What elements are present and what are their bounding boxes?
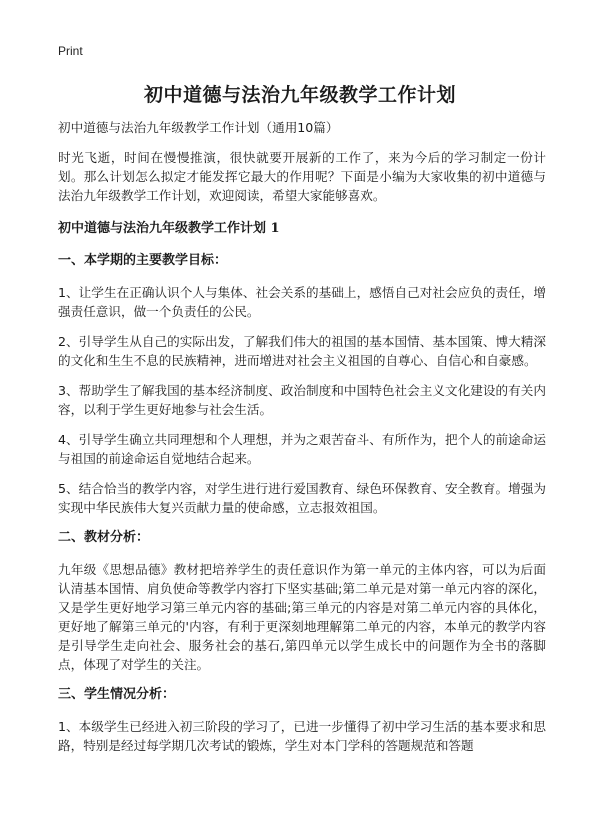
goal-item-5: 5、结合恰当的教学内容，对学生进行进行爱国教育、绿色环保教育、安全教育。增强为实现中华民族伟大复兴贡献力量的使命感，立志报效祖国。 xyxy=(58,481,546,515)
document-subtitle: 初中道德与法治九年级教学工作计划（通用10篇） xyxy=(58,120,339,135)
section-title: 初中道德与法治九年级教学工作计划 1 xyxy=(58,221,280,236)
heading-students: 三、学生情况分析： xyxy=(58,687,176,702)
intro-paragraph: 时光飞逝，时间在慢慢推演，很快就要开展新的工作了，来为今后的学习制定一份计划。那么计划怎么拟定才能发挥它最大的作用呢？下面是小编为大家收集的初中道德与法治九年级教学工作计划，欢迎阅读，希望大家能够喜欢。 xyxy=(58,150,546,203)
students-paragraph: 1、本级学生已经进入初三阶段的学习了，已进一步懂得了初中学习生活的基本要求和思路，特别是经过每学期几次考试的锻炼，学生对本门学科的答题规范和答题 xyxy=(58,719,546,753)
print-label[interactable]: Print xyxy=(58,44,83,58)
goal-item-3: 3、帮助学生了解我国的基本经济制度、政治制度和中国特色社会主义文化建设的有关内容，以利于学生更好地参与社会生活。 xyxy=(58,383,546,417)
heading-analysis: 二、教材分析： xyxy=(58,530,150,545)
analysis-paragraph: 九年级《思想品德》教材把培养学生的责任意识作为第一单元的主体内容，可以为后面认清基本国情、肩负使命等教学内容打下坚实基础;第二单元是对第一单元内容的深化，又是学生更好地学习第三单元内容的基础;第三单元的内容是对第二单元内容的具体化，更好地了解第三单元的'内容，有利于更深刻地理解第二单元的内容，本单元的教学内容是引导学生走向社会、服务社会的基石,第四单元以学生成长中的问题作为全书的落脚点，体现了对学生的关注。 xyxy=(58,562,546,672)
heading-goals: 一、本学期的主要教学目标： xyxy=(58,253,228,268)
goal-item-2: 2、引导学生从自己的实际出发，了解我们伟大的祖国的基本国情、基本国策、博大精深的文化和生生不息的民族精神，进而增进对社会主义祖国的自尊心、自信心和自豪感。 xyxy=(58,334,546,368)
page-title: 初中道德与法治九年级教学工作计划 xyxy=(143,84,456,106)
goal-item-4: 4、引导学生确立共同理想和个人理想，并为之艰苦奋斗、有所作为，把个人的前途命运与祖国的前途命运自觉地结合起来。 xyxy=(58,432,546,466)
document-body xyxy=(58,118,546,766)
goal-item-1: 1、让学生在正确认识个人与集体、社会关系的基础上，感悟自己对社会应负的责任，增强责任意识，做一个负责任的公民。 xyxy=(58,285,546,319)
